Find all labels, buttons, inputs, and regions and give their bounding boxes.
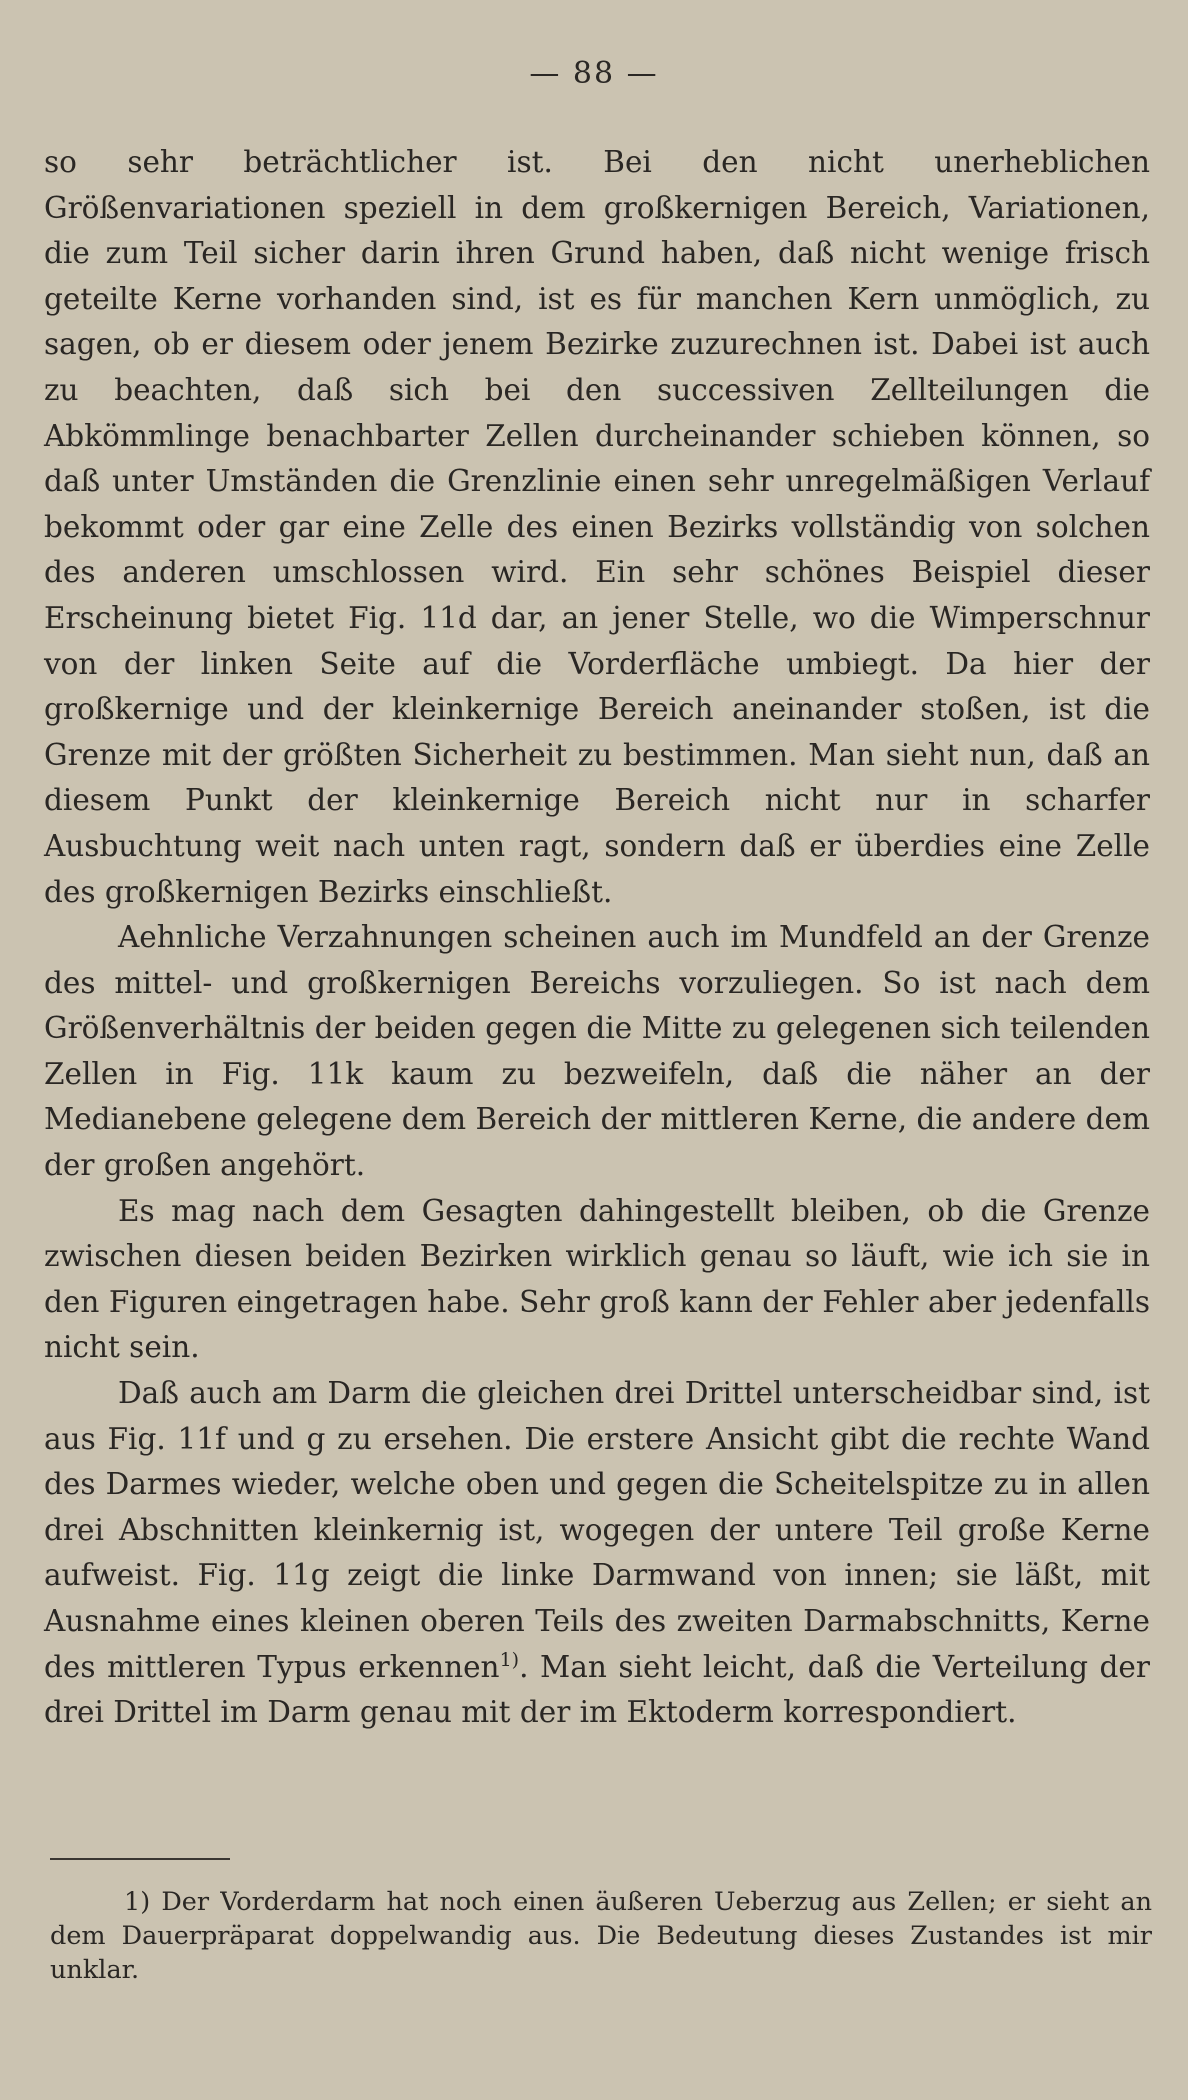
- page-number: — 88 —: [529, 56, 659, 91]
- body-text: [44, 140, 1150, 1736]
- paragraph-4-end: . Man sieht leicht, daß die Verteilung der drei Drittel im Darm genau mit der im Ektoderm korrespondiert.: [44, 1649, 1150, 1730]
- footnote-divider: [50, 1858, 230, 1860]
- paragraph-3: Es mag nach dem Gesagten dahingestellt bleiben, ob die Grenze zwischen diesen beiden Bezirken wirklich genau so läuft, wie ich sie in den Figuren eingetragen habe. Sehr groß kann der Fehler aber jedenfalls nicht sein.: [44, 1193, 1150, 1365]
- paragraph-2: Aehnliche Verzahnungen scheinen auch im Mundfeld an der Grenze des mittel- und großkernigen Bereichs vorzuliegen. So ist nach dem Größenverhältnis der beiden gegen die Mitte zu gelegenen sich teilenden Zellen in Fig. 11k kaum zu bezweifeln, daß die näher an der Medianebene gelegene dem Bereich der mittleren Kerne, die andere dem der großen angehört.: [44, 920, 1150, 1183]
- paragraph-4-text: Daß auch am Darm die gleichen drei Drittel unterscheidbar sind, ist aus Fig. 11f und g zu ersehen. Die erstere Ansicht gibt die rechte Wand des Darmes wieder, welche oben und gegen die Scheitelspitze zu in allen drei Abschnitten kleinkernig ist, wogegen der untere Teil große Kerne aufweist. Fig. 11g zeigt die linke Darmwand von innen; sie läßt, mit Ausnahme eines kleinen oberen Teils des zweiten Darmabschnitts, Kerne des mittleren Typus erkennen: [44, 1376, 1150, 1684]
- footnote: 1) Der Vorderdarm hat noch einen äußeren Ueberzug aus Zellen; er sieht an dem Dauerpräparat doppelwandig aus. Die Bedeutung dieses Zustandes ist mir unklar.: [50, 1887, 1152, 1985]
- paragraph-4: [44, 1371, 1150, 1736]
- footnote-reference[interactable]: 1): [499, 1648, 520, 1671]
- paragraph-1: so sehr beträchtlicher ist. Bei den nicht unerheblichen Größenvariationen speziell in dem großkernigen Bereich, Variationen, die zum Teil sicher darin ihren Grund haben, daß nicht wenige frisch geteilte Kerne vorhanden sind, ist es für manchen Kern unmöglich, zu sagen, ob er diesem oder jenem Bezirke zuzurechnen ist. Dabei ist auch zu beachten, daß sich bei den successiven Zellteilungen die Abkömmlinge benachbarter Zellen durcheinander schieben können, so daß unter Umständen die Grenzlinie einen sehr unregelmäßigen Verlauf bekommt oder gar eine Zelle des einen Bezirks vollständig von solchen des anderen umschlossen wird. Ein sehr schönes Beispiel dieser Erscheinung bietet Fig. 11d dar, an jener Stelle, wo die Wimperschnur von der linken Seite auf die Vorderfläche umbiegt. Da hier der großkernige und der kleinkernige Bereich aneinander stoßen, ist die Grenze mit der größten Sicherheit zu bestimmen. Man sieht nun, daß an diesem Punkt der kleinkernige Bereich nicht nur in scharfer Ausbuchtung weit nach unten ragt, sondern daß er überdies eine Zelle des großkernigen Bezirks einschließt.: [44, 145, 1150, 909]
